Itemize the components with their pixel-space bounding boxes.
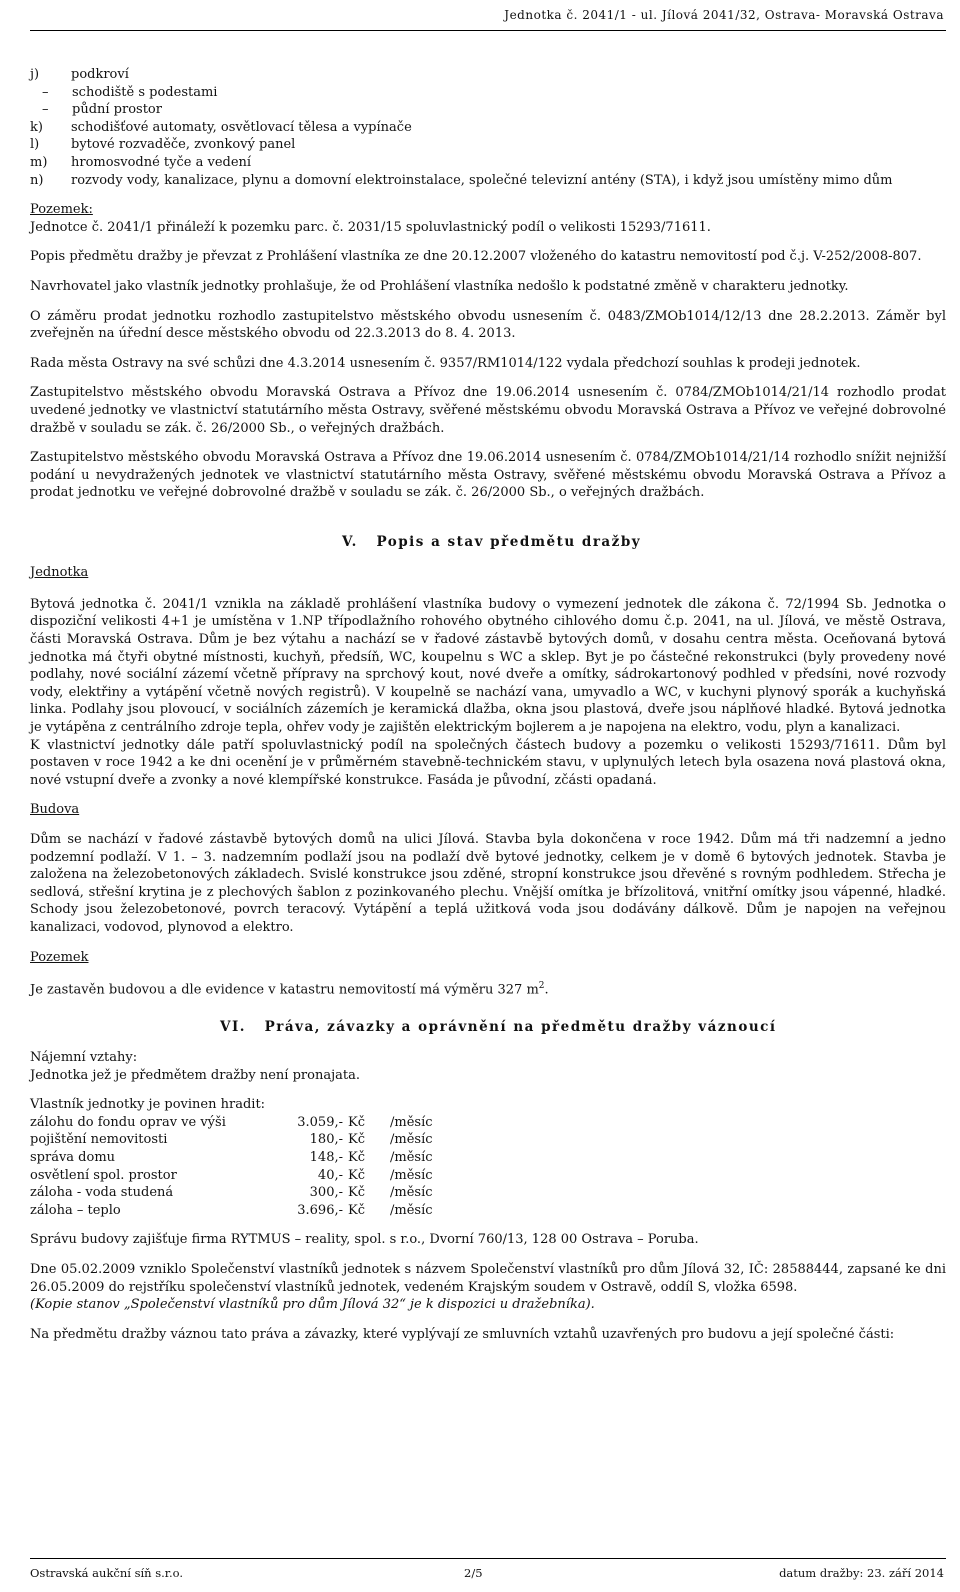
- footer-rule: [30, 1558, 946, 1559]
- list-subitem: – půdní prostor: [42, 102, 162, 118]
- page-footer: [30, 1562, 944, 1582]
- table-row: záloha - voda studená 300,- Kč /měsíc: [30, 1185, 433, 1201]
- jednotka-heading: Jednotka: [30, 564, 89, 580]
- rada-paragraph: Rada města Ostravy na své schůzi dne 4.3.2014 usnesením č. 9357/RM1014/122 vydala předchozí souhlas k prodeji jednotek.: [30, 355, 861, 371]
- header-rule: [30, 30, 946, 31]
- section-6-title: VI. Práva, závazky a oprávnění na předmětu dražby váznoucí: [220, 1019, 777, 1036]
- list-item: k) schodišťové automaty, osvětlovací tělesa a vypínače: [30, 119, 412, 135]
- table-row: správa domu 148,- Kč /měsíc: [30, 1150, 433, 1166]
- footer-auction-date: datum dražby: 23. září 2014: [779, 1566, 944, 1580]
- list-item: m) hromosvodné tyče a vedení: [30, 154, 252, 170]
- navrhovatel-paragraph: Navrhovatel jako vlastník jednotky prohlašuje, že od Prohlášení vlastníka nedošlo k podstatné změně v charakteru jednotky.: [30, 278, 849, 294]
- payments-table: [30, 1114, 433, 1220]
- budova-text: Dům se nachází v řadové zástavbě bytových domů na ulici Jílová. Stavba byla dokončena v roce 1942. Dům má tři nadzemní a jedno podzemní podlaží. V 1. – 3. nadzemním podlaží jsou na podlaží dvě bytové jednotky, celkem je v domě 6 bytových jednotek. Stavba je založena na železobetonových základech. Svislé konstrukce jsou zděné, stropní konstrukce jsou dřevěné s rovným podhledem. Střecha je sedlová, střešní krytina je z plechových šablon z pozinkovaného plechu. Vnější omítka je břízolitová, vnitřní omítky jsou vápenné, hladké. Schody jsou železobetonové, povrch teracový. Vytápění a teplá užitková voda jsou dodávány dálkově. Dům je napojen na veřejnou kanalizaci, vodovod, plynovod a elektro.: [30, 832, 946, 935]
- table-row: záloha – teplo 3.696,- Kč /měsíc: [30, 1202, 433, 1218]
- pozemek-text: Je zastavěn budovou a dle evidence v katastru nemovitostí má výměru 327 $m^2$.: [30, 981, 549, 998]
- dash-bullet: –: [42, 102, 49, 118]
- common-parts-list: [30, 66, 946, 189]
- popis-paragraph: Popis předmětu dražby je převzat z Prohlášení vlastníka ze dne 20.12.2007 vloženého do katastru nemovitostí pod č.j. V-252/2008-807.: [30, 249, 922, 265]
- section-5-title: V. Popis a stav předmětu dražby: [342, 533, 642, 550]
- table-row: osvětlení spol. prostor 40,- Kč /měsíc: [30, 1167, 433, 1183]
- na-predmetu-paragraph: Na předmětu dražby váznou tato práva a závazky, které vyplývají ze smluvních vztahů uzavřených pro budovu a její společné části:: [30, 1326, 895, 1342]
- dash-bullet: –: [42, 84, 49, 100]
- pozemek-intro-text: Jednotce č. 2041/1 přináleží k pozemku parc. č. 2031/15 spoluvlastnický podíl o velikosti 15293/71611.: [30, 219, 711, 235]
- jednotka-text-2: K vlastnictví jednotky dále patří spoluvlastnický podíl na společných částech budovy a pozemku o velikosti 15293/71611. Dům byl postaven v roce 1942 a ke dni ocenění je v průměrném stavebně-technickém stavu, v uplynulých letech byla osazena nová plastová okna, nové vstupní dveře a zvonky a nové klempířské konstrukce. Fasáda je původní, zčásti opadaná.: [30, 737, 946, 788]
- footer-page-number: 2/5: [464, 1566, 483, 1580]
- zamer-paragraph: O záměru prodat jednotku rozhodlo zastupitelstvo městského obvodu usnesením č. 0483/ZMOb1014/12/13 dne 28.2.2013. Záměr byl zveřejněn na úřední desce městského obvodu od 22.3.2013 do 8. 4. 2013.: [30, 308, 946, 342]
- pozemek-intro-heading: Pozemek:: [30, 202, 93, 218]
- budova-heading: Budova: [30, 802, 80, 818]
- najemni-heading: Nájemní vztahy:: [30, 1050, 138, 1066]
- payments-heading: Vlastník jednotky je povinen hradit:: [30, 1097, 266, 1113]
- kopie-stanov-note: (Kopie stanov „Společenství vlastníků pro dům Jílová 32“ je k dispozici u dražebníka).: [30, 1297, 595, 1313]
- sprava-paragraph: Správu budovy zajišťuje firma RYTMUS – reality, spol. s r.o., Dvorní 760/13, 128 00 Ostrava – Poruba.: [30, 1232, 699, 1248]
- list-item: n) rozvody vody, kanalizace, plynu a domovní elektroinstalace, společné televizní antény (STA), i když jsou umístěny mimo dům: [30, 172, 893, 188]
- table-row: zálohu do fondu oprav ve výši 3.059,- Kč /měsíc: [30, 1114, 433, 1130]
- document-body: [30, 66, 946, 1343]
- list-item: l) bytové rozvaděče, zvonkový panel: [30, 137, 296, 153]
- jednotka-text: Bytová jednotka č. 2041/1 vznikla na základě prohlášení vlastníka budovy o vymezení jednotek dle zákona č. 72/1994 Sb. Jednotka o dispoziční velikosti 4+1 je umístěna v 1.NP třípodlažního rohového obytného cihlového domu č.p. 2041, na ul. Jílová, ve městě Ostrava, části Moravská Ostrava. Dům je bez výtahu a nachází se v řadové zástavbě bytových domů, v dosahu centra města. Oceňovaná bytová jednotka má čtyři obytné místnosti, kuchyň, předsíň, WC, koupelnu s WC a sklep. Byt je po částečné rekonstrukci (byly provedeny nové podlahy, nové sociální zázemí včetně přípravy na sprchový kout, nové dveře a omítky, sádrokartonový podhled v předsíni, nové rozvody vody, elektřiny a vytápění včetně nových registrů). V koupelně se nachází vana, umyvadlo a WC, v kuchyni plynový sporák a kuchyňská linka. Podlahy jsou plovoucí, v sociálních zázemích je keramická dlažba, okna jsou plastová, dveře jsou náplňové hladké. Bytová jednotka je vytápěna z centrálního zdroje tepla, ohřev vody je zajištěn elektrickým bojlerem a je napojena na elektro, vodu, plyn a kanalizaci.: [30, 596, 946, 736]
- footer-company: Ostravská aukční síň s.r.o.: [30, 1566, 184, 1580]
- spolecenstvi-paragraph: Dne 05.02.2009 vzniklo Společenství vlastníků jednotek s názvem Společenství vlastníků pro dům Jílová 32, IČ: 28588444, zapsané ke dni 26.05.2009 do rejstříku společenství vlastníků jednotek, vedeném Krajským soudem v Ostravě, oddíl S, vložka 6598.: [30, 1262, 946, 1295]
- pozemek-heading: Pozemek: [30, 949, 89, 965]
- list-subitem: – schodiště s podestami: [42, 84, 218, 100]
- running-header: Jednotka č. 2041/1 - ul. Jílová 2041/32, Ostrava- Moravská Ostrava: [504, 8, 944, 22]
- zastupitelstvo-paragraph-2: Zastupitelstvo městského obvodu Moravská Ostrava a Přívoz dne 19.06.2014 usnesením č. 0784/ZMOb1014/21/14 rozhodlo snížit nejnižší podání u nevydražených jednotek ve vlastnictví statutárního města Ostravy, svěřené městskému obvodu Moravská Ostrava a Přívoz a prodat jednotku ve veřejné dobrovolné dražbě v souladu se zák. č. 26/2000 Sb., o veřejných dražbách.: [30, 450, 946, 501]
- table-row: pojištění nemovitosti 180,- Kč /měsíc: [30, 1132, 433, 1148]
- list-item: j) podkroví: [30, 67, 129, 82]
- section-5-heading-block: [30, 514, 946, 584]
- najemni-text: Jednotka jež je předmětem dražby není pronajata.: [30, 1067, 360, 1083]
- zastupitelstvo-paragraph-1: Zastupitelstvo městského obvodu Moravská Ostrava a Přívoz dne 19.06.2014 usnesením č. 0784/ZMOb1014/21/14 rozhodlo prodat uvedené jednotky ve vlastnictví statutárního města Ostravy, svěřené městskému obvodu Moravská Ostrava a Přívoz ve veřejné dobrovolné dražbě v souladu se zák. č. 26/2000 Sb., o veřejných dražbách.: [30, 385, 946, 436]
